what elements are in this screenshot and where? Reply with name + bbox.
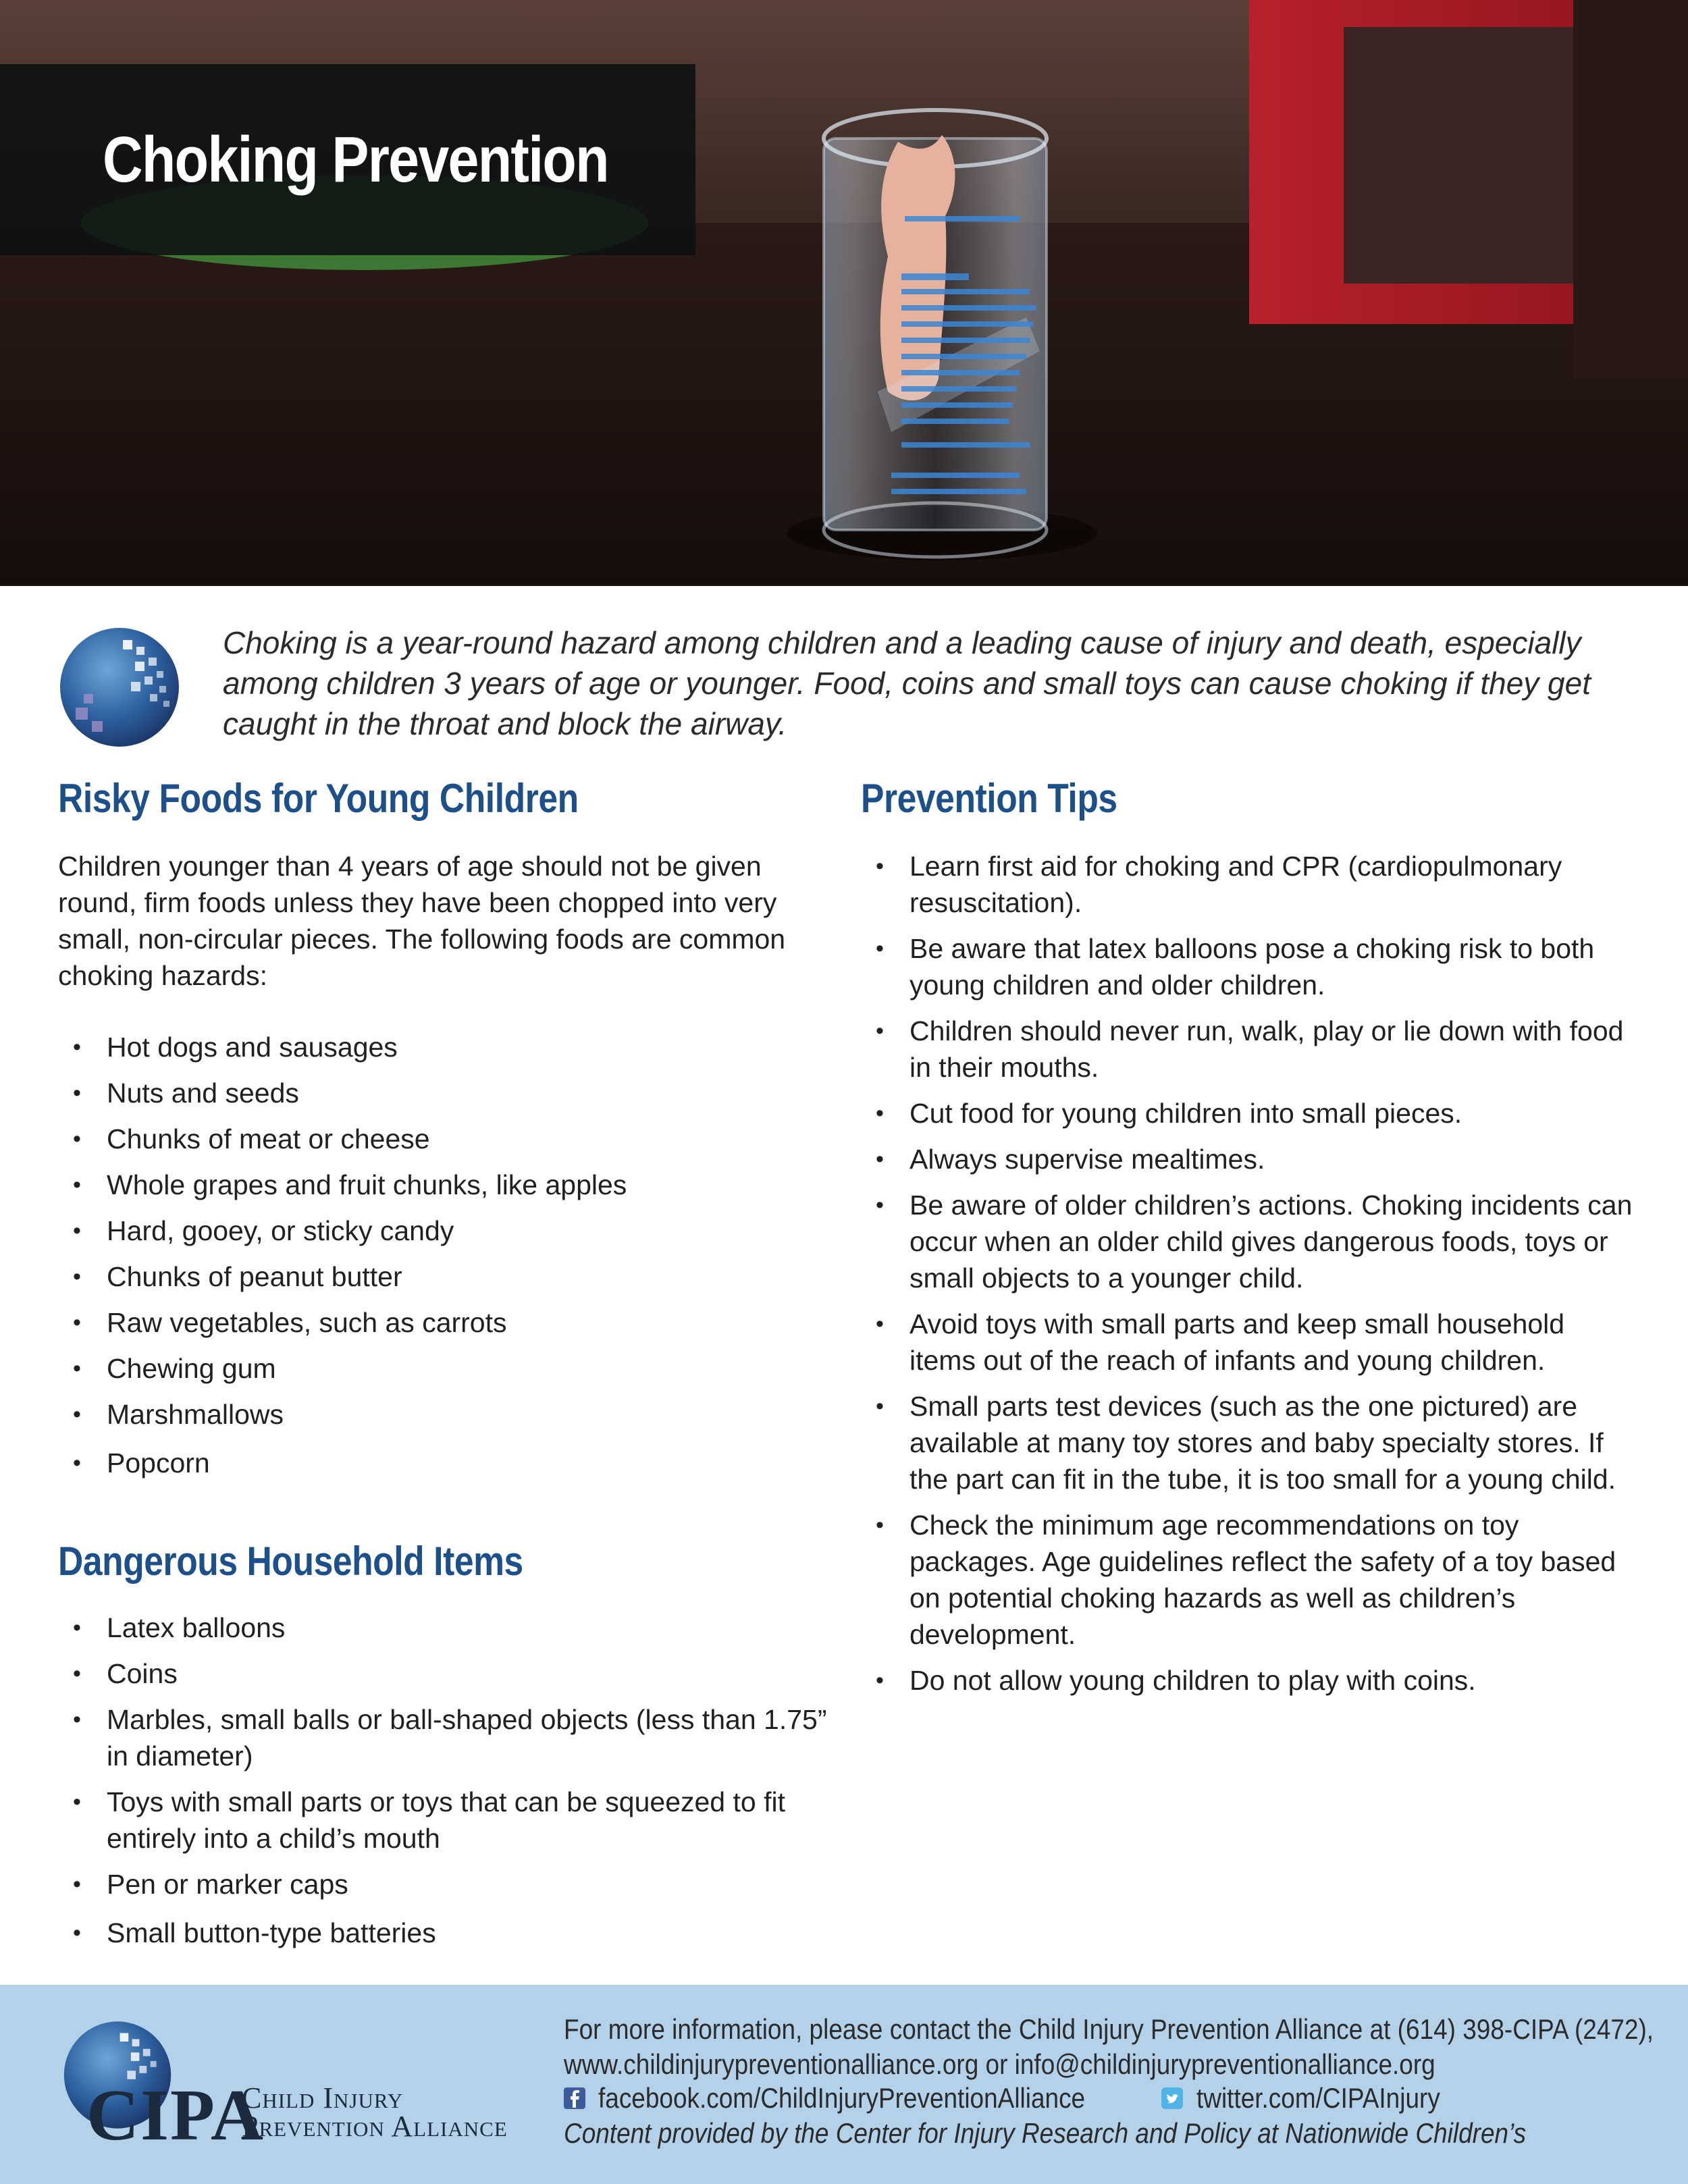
contact-web-email[interactable]: www.childinjurypreventionalliance.org or info@childinjurypreventionalliance.org	[564, 2048, 1435, 2080]
content-credit: Content provided by the Center for Injury Research and Policy at Nationwide Children’s	[564, 2117, 1527, 2149]
list-item: • Chunks of peanut butter	[58, 1258, 835, 1295]
list-item: • Toys with small parts or toys that can be squeezed to fit entirely into a child’s mouth	[58, 1784, 855, 1857]
list-item: • Small button-type batteries	[58, 1915, 855, 1951]
list-item: • Check the minimum age recommendations on toy packages. Age guidelines reflect the safety of a toy based on potential choking hazards as well as children’s development.	[861, 1507, 1637, 1653]
facebook-link[interactable]: facebook.com/ChildInjuryPreventionAlliance	[598, 2082, 1086, 2114]
list-item: • Small parts test devices (such as the one pictured) are available at many toy stores and baby specialty stores. If the part can fit in the tube, it is too small for a young child.	[861, 1388, 1637, 1497]
household-list	[58, 1609, 855, 1951]
list-item: • Popcorn	[58, 1445, 835, 1481]
list-item: • Cut food for young children into small pieces.	[861, 1095, 1637, 1131]
risky-foods-list	[58, 1029, 835, 1481]
twitter-icon	[1161, 2087, 1183, 2109]
list-item: • Be aware of older children’s actions. Choking incidents can occur when an older child gives dangerous foods, toys or small objects to a younger child.	[861, 1187, 1637, 1296]
prevention-tips-list	[861, 848, 1637, 1699]
list-item: • Learn first aid for choking and CPR (cardiopulmonary resuscitation).	[861, 848, 1637, 921]
list-item: • Whole grapes and fruit chunks, like apples	[58, 1167, 835, 1203]
risky-foods-paragraph: Children younger than 4 years of age should not be given round, firm foods unless they have been chopped into very small, non-circular pieces. The following foods are common choking hazards:	[58, 851, 786, 991]
contact-line: For more information, please contact the Child Injury Prevention Alliance at (614) 398-CIPA (2472),	[564, 2013, 1654, 2045]
list-item: • Hot dogs and sausages	[58, 1029, 835, 1065]
cipa-logo-text: CIPA	[86, 2075, 265, 2156]
list-item: • Coins	[58, 1655, 855, 1692]
list-item: • Marshmallows	[58, 1396, 835, 1433]
list-item: • Hard, gooey, or sticky candy	[58, 1213, 835, 1249]
facebook-icon	[564, 2087, 585, 2109]
cipa-name-line2: Prevention Alliance	[242, 2110, 508, 2143]
household-heading: Dangerous Household Items	[58, 1539, 523, 1584]
prevention-tips-heading: Prevention Tips	[861, 776, 1117, 821]
twitter-link[interactable]: twitter.com/CIPAInjury	[1196, 2082, 1440, 2114]
list-item: • Latex balloons	[58, 1609, 855, 1646]
list-item: • Nuts and seeds	[58, 1075, 835, 1111]
list-item: • Children should never run, walk, play or lie down with food in their mouths.	[861, 1013, 1637, 1086]
list-item: • Chewing gum	[58, 1350, 835, 1387]
globe-logo-icon	[55, 620, 190, 755]
list-item: • Chunks of meat or cheese	[58, 1121, 835, 1157]
list-item: • Avoid toys with small parts and keep small household items out of the reach of infants and young children.	[861, 1306, 1637, 1379]
list-item: • Always supervise mealtimes.	[861, 1141, 1637, 1177]
list-item: • Marbles, small balls or ball-shaped objects (less than 1.75” in diameter)	[58, 1701, 855, 1774]
list-item: • Be aware that latex balloons pose a choking risk to both young children and older children.	[861, 930, 1637, 1003]
list-item: • Pen or marker caps	[58, 1866, 855, 1902]
page-title: Choking Prevention	[103, 124, 608, 196]
cipa-name-line1: Child Injury	[242, 2081, 404, 2114]
intro-paragraph: Choking is a year-round hazard among children and a leading cause of injury and death, especially among children 3 years of age or younger. Food, coins and small toys can cause choking if they get caught in the throat and block the airway.	[223, 625, 1591, 741]
list-item: • Raw vegetables, such as carrots	[58, 1304, 835, 1341]
hero-photo	[0, 0, 1688, 586]
list-item: • Do not allow young children to play with coins.	[861, 1662, 1637, 1699]
risky-foods-heading: Risky Foods for Young Children	[58, 776, 579, 821]
